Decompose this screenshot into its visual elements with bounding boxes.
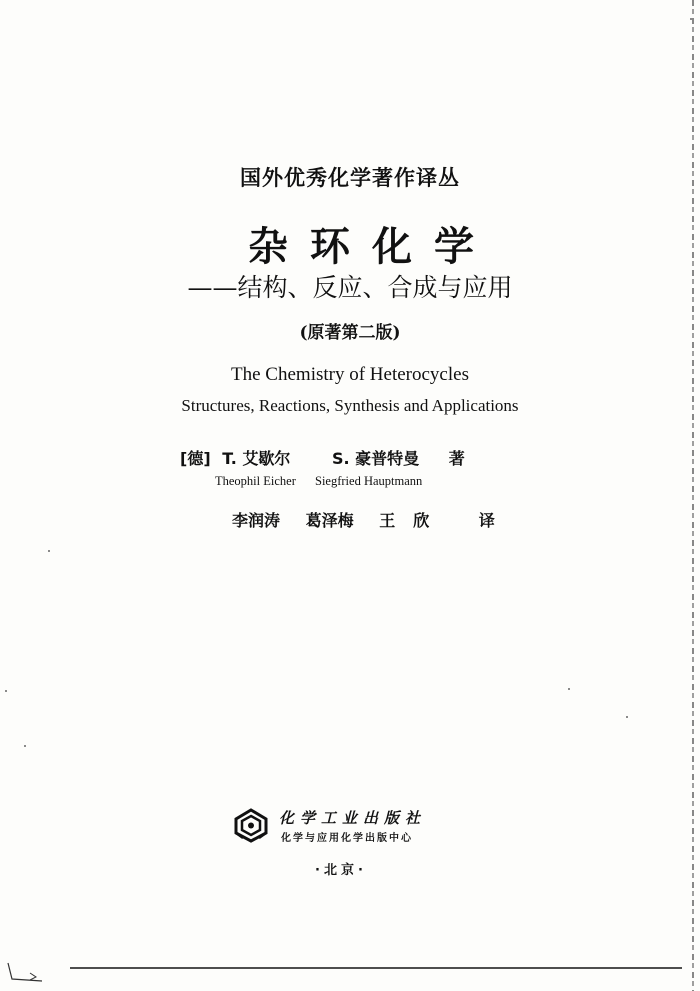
translators [232,508,495,531]
author-role: 著 [448,449,465,468]
scan-speck [626,716,628,718]
publisher-center: 化学与应用化学出版中心 [281,833,413,844]
edition-label: (原著第二版) [299,323,401,343]
series-title: 国外优秀化学著作译丛 [240,166,460,190]
publisher-city: ·北京· [315,863,367,878]
scan-edge-right [692,0,694,991]
book-subtitle-cn: ——结构、反应、合成与应用 [187,273,513,302]
author-nationality: [德] [180,449,211,468]
publisher-name: 化学工业出版社 [279,809,427,827]
scan-corner-mark [6,959,46,983]
author2-cn: S. 豪普特曼 [331,449,420,468]
scan-speck [5,690,7,692]
book-subtitle-en: Structures, Reactions, Synthesis and Applications [181,396,519,415]
translator-2: 葛泽梅 [305,511,354,530]
author1-en: Theophil Eicher [215,474,296,488]
authors-en [215,474,422,489]
book-title-en: The Chemistry of Heterocycles [231,364,469,385]
publisher-block [233,805,493,885]
scan-speck [568,688,570,690]
scan-speck [690,18,692,20]
translator-1: 李润涛 [232,511,281,530]
book-title-cn: 杂环化学 [248,223,496,270]
scan-speck [24,745,26,747]
publisher-logo-icon [233,807,269,843]
author2-en: Siegfried Hauptmann [315,474,423,488]
scan-edge-bottom [70,967,682,969]
scan-speck [48,550,50,552]
author1-cn: T. 艾歇尔 [222,449,291,468]
authors-cn [180,446,465,469]
translator-role: 译 [478,511,495,530]
translator-3: 王欣 [379,511,448,530]
